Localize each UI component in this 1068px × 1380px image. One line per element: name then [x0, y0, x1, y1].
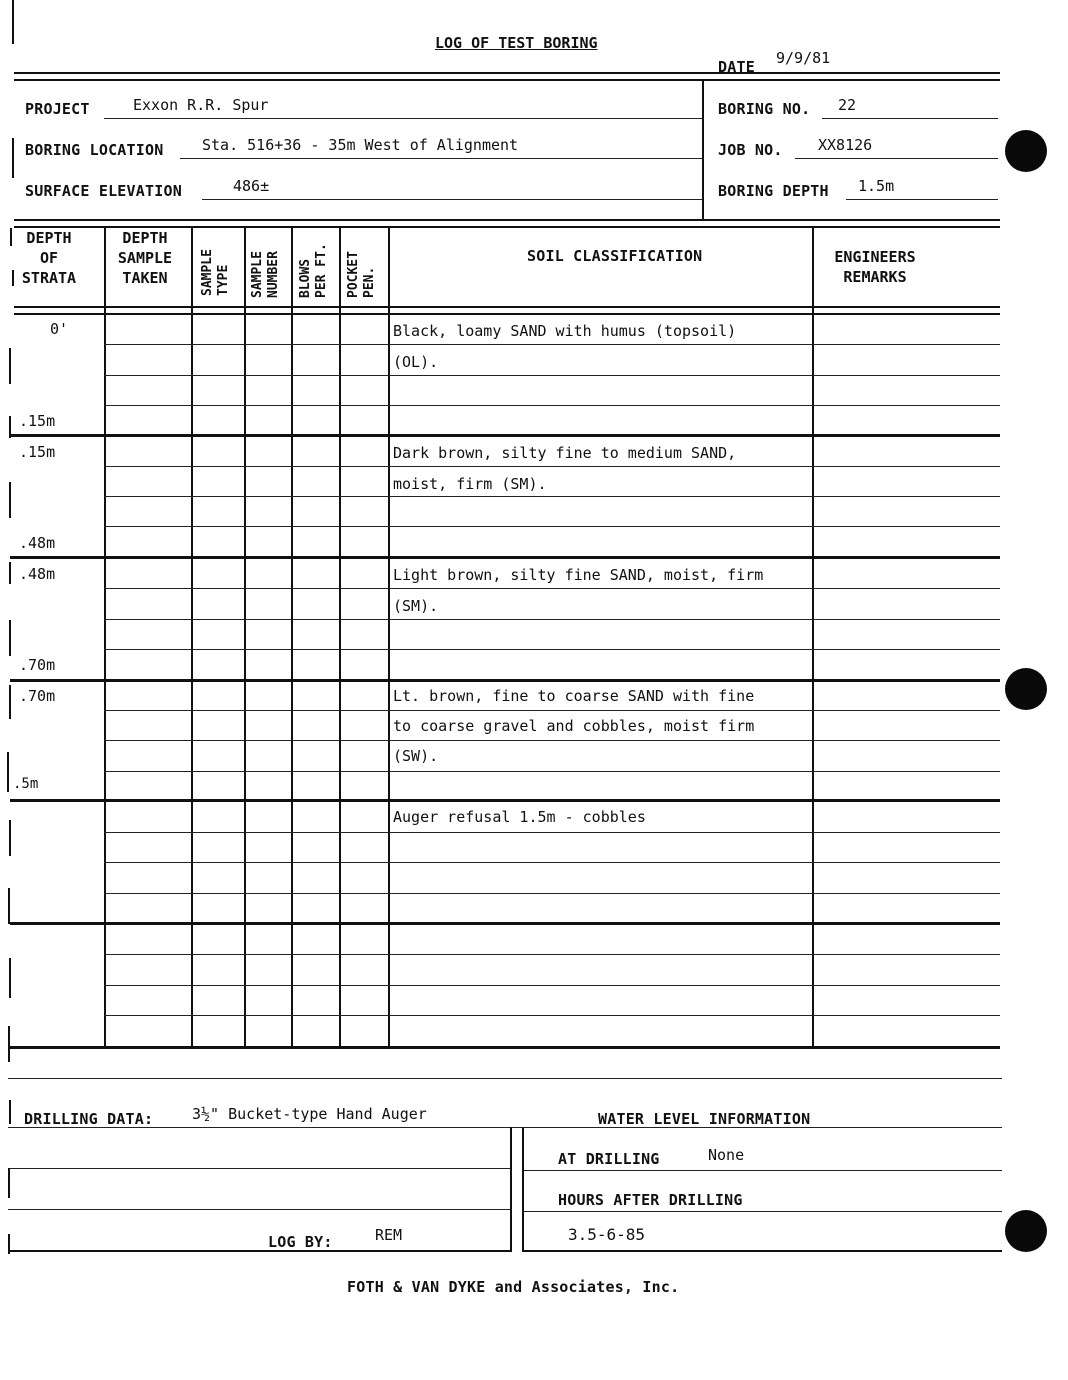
soil-text: Dark brown, silty fine to medium SAND, — [393, 444, 737, 462]
soil-text: (SW). — [393, 747, 439, 765]
row-line — [104, 832, 1000, 833]
margin-tick — [9, 820, 11, 856]
drilling-row-line — [8, 1168, 512, 1169]
margin-tick — [10, 228, 12, 246]
margin-tick — [12, 0, 14, 44]
header-divider — [702, 79, 704, 219]
punch-hole — [1005, 130, 1047, 172]
drilling-bottom-line — [8, 1250, 512, 1252]
soil-text: Auger refusal 1.5m - cobbles — [393, 808, 646, 826]
margin-tick — [8, 1026, 10, 1062]
job-no-value: XX8126 — [818, 136, 873, 154]
bottom-divider — [522, 1127, 524, 1252]
soil-text: (SM). — [393, 597, 439, 615]
project-underline — [104, 118, 702, 119]
boring-no-label: BORING NO. — [718, 100, 811, 118]
date-label: DATE — [718, 58, 755, 76]
footer-company: FOTH & VAN DYKE and Associates, Inc. — [347, 1278, 680, 1296]
soil-text: Light brown, silty fine SAND, moist, firm — [393, 566, 764, 584]
header-sample-number: SAMPLE NUMBER — [250, 251, 281, 298]
margin-tick — [8, 1234, 10, 1254]
punch-hole — [1005, 668, 1047, 710]
drilling-data-value: 3½" Bucket-type Hand Auger — [192, 1105, 427, 1123]
row-line — [104, 771, 1000, 772]
stratum-1-top: 0' — [50, 320, 69, 338]
header-blows-per-ft: BLOWS PER FT. — [298, 243, 329, 298]
margin-tick — [9, 416, 11, 438]
table-bottom-rule — [10, 1046, 1000, 1049]
soil-text: Black, loamy SAND with humus (topsoil) — [393, 322, 737, 340]
page-title: LOG OF TEST BORING — [435, 34, 598, 52]
water-level-title: WATER LEVEL INFORMATION — [598, 1110, 811, 1128]
row-line — [104, 893, 1000, 894]
stratum-3-bottom: .70m — [19, 656, 56, 674]
row-line — [104, 588, 1000, 589]
row-line — [104, 862, 1000, 863]
boring-no-underline — [822, 118, 998, 119]
margin-tick — [9, 348, 11, 384]
row-line — [104, 526, 1000, 527]
table-top-rule — [14, 219, 1000, 221]
boring-location-label: BORING LOCATION — [25, 141, 164, 159]
margin-tick — [8, 1168, 10, 1198]
water-bottom-line — [522, 1250, 1002, 1252]
row-line — [104, 375, 1000, 376]
boring-depth-value: 1.5m — [858, 177, 895, 195]
stratum-1-bottom: .15m — [19, 412, 56, 430]
stratum-boundary — [10, 799, 1000, 802]
header-depth-of-strata: DEPTH OF STRATA — [21, 229, 77, 287]
header-top-rule-2 — [14, 79, 1000, 81]
log-by-value: REM — [375, 1226, 403, 1244]
stratum-boundary — [10, 556, 1000, 559]
row-line — [104, 740, 1000, 741]
margin-tick — [12, 270, 14, 286]
header-pocket-pen: POCKET PEN. — [346, 251, 377, 298]
stratum-boundary — [10, 434, 1000, 437]
header-bottom-rule-2 — [14, 313, 1000, 315]
stratum-4-bottom: .5m — [13, 776, 39, 792]
boring-location-value: Sta. 516+36 - 35m West of Alignment — [202, 136, 519, 154]
margin-tick — [9, 620, 11, 656]
row-line — [104, 466, 1000, 467]
row-line — [104, 649, 1000, 650]
header-depth-sample-taken: DEPTH SAMPLE TAKEN — [117, 229, 173, 287]
water-row-line — [522, 1211, 1002, 1212]
row-line — [104, 710, 1000, 711]
margin-tick — [12, 138, 14, 178]
water-row-line — [522, 1170, 1002, 1171]
project-value: Exxon R.R. Spur — [133, 96, 269, 114]
drilling-data-label: DRILLING DATA: — [24, 1110, 154, 1128]
boring-no-value: 22 — [838, 96, 857, 114]
row-line — [104, 405, 1000, 406]
header-sample-type: SAMPLE TYPE — [200, 249, 231, 296]
row-line — [104, 1015, 1000, 1016]
date-value: 9/9/81 — [776, 49, 831, 67]
margin-tick — [9, 1100, 11, 1124]
hours-after-label: HOURS AFTER DRILLING — [558, 1191, 743, 1209]
row-line — [104, 985, 1000, 986]
stratum-2-top: .15m — [19, 443, 56, 461]
row-line — [104, 344, 1000, 345]
at-drilling-label: AT DRILLING — [558, 1150, 660, 1168]
margin-tick — [9, 685, 11, 719]
margin-tick — [7, 752, 9, 792]
margin-tick — [8, 888, 10, 924]
header-bottom-rule — [14, 306, 1000, 308]
stratum-boundary — [10, 679, 1000, 682]
drilling-row-line — [8, 1209, 512, 1210]
hours-after-value: 3.5-6-85 — [568, 1225, 646, 1244]
margin-tick — [9, 482, 11, 518]
soil-text: moist, firm (SM). — [393, 475, 547, 493]
at-drilling-value: None — [708, 1146, 745, 1164]
stratum-boundary — [10, 922, 1000, 925]
margin-tick — [9, 958, 11, 998]
bottom-section-rule — [8, 1127, 1002, 1128]
soil-text: Lt. brown, fine to coarse SAND with fine — [393, 687, 755, 705]
stratum-2-bottom: .48m — [19, 534, 56, 552]
boring-location-underline — [180, 158, 702, 159]
row-line — [104, 619, 1000, 620]
job-no-label: JOB NO. — [718, 141, 783, 159]
soil-text: to coarse gravel and cobbles, moist firm — [393, 717, 755, 735]
row-line — [104, 954, 1000, 955]
job-no-underline — [795, 158, 998, 159]
boring-depth-label: BORING DEPTH — [718, 182, 829, 200]
row-line — [104, 496, 1000, 497]
bottom-section-rule — [8, 1078, 1002, 1079]
bottom-divider — [510, 1127, 512, 1252]
surface-elevation-label: SURFACE ELEVATION — [25, 182, 182, 200]
margin-tick — [9, 562, 11, 584]
boring-depth-underline — [846, 199, 998, 200]
project-label: PROJECT — [25, 100, 90, 118]
header-top-rule — [14, 72, 1000, 74]
surface-elevation-underline — [202, 199, 702, 200]
soil-text: (OL). — [393, 353, 439, 371]
punch-hole — [1005, 1210, 1047, 1252]
surface-elevation-value: 486± — [233, 177, 270, 195]
header-engineers-remarks: ENGINEERS REMARKS — [834, 248, 916, 286]
log-by-label: LOG BY: — [268, 1233, 333, 1251]
stratum-3-top: .48m — [19, 565, 56, 583]
stratum-4-top: .70m — [19, 687, 56, 705]
header-soil-classification: SOIL CLASSIFICATION — [527, 247, 703, 265]
